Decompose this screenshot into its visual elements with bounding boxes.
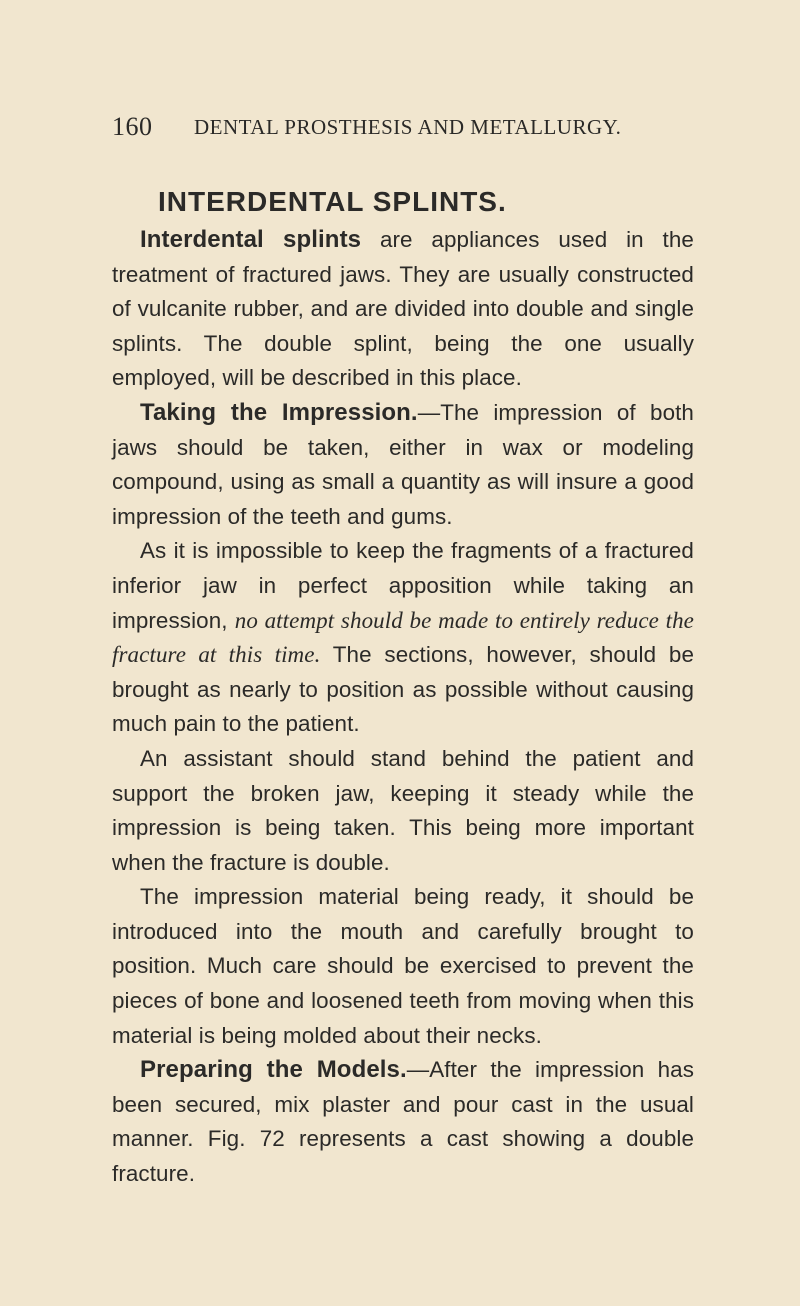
run-in-heading: Preparing the Models. xyxy=(140,1056,407,1084)
paragraph-text: are appliances used in the treatment of fractured jaws. They are usually constructed of vulcanite rubber, and are divided into double and single splints. The double splint, being the one usually employed, will be described in this place. xyxy=(112,227,694,391)
italic-emphasis: no attempt should be made to entirely reduce the fracture at this time. xyxy=(112,607,694,668)
paragraph-impression-material xyxy=(112,880,694,1053)
paragraph-text: An assistant should stand behind the patient and support the broken jaw, keeping it steady while the impression is being taken. This being more important when the fracture is double. xyxy=(112,745,694,875)
running-head xyxy=(112,112,752,144)
body-text xyxy=(112,223,694,1192)
section-heading: INTERDENTAL SPLINTS. xyxy=(158,186,507,217)
paragraph-text: The impression material being ready, it should be introduced into the mouth and carefully brought to position. Much care should be exercised to prevent the pieces of bone and loosened teeth from moving when this material is being molded about their necks. xyxy=(112,884,694,1048)
paragraph-preparing-models xyxy=(112,1053,694,1191)
paragraph-fragments xyxy=(112,534,694,742)
running-title: DENTAL PROSTHESIS AND METALLURGY. xyxy=(194,115,622,139)
paragraph-intro xyxy=(112,223,694,396)
page-number: 160 xyxy=(112,112,153,141)
paragraph-assistant xyxy=(112,742,694,880)
run-in-term: Interdental splints xyxy=(140,226,362,253)
run-in-heading: Taking the Impression. xyxy=(140,398,418,426)
paragraph-text: —The impression of both jaws should be taken, either in wax or modeling compound, using as small a quantity as will insure a good impression of the teeth and gums. xyxy=(112,399,694,529)
paragraph-text: As it is impossible to keep the fragments of a fractured inferior jaw in perfect apposition while taking an impression, xyxy=(112,538,694,633)
paragraph-text: —After the impression has been secured, mix plaster and pour cast in the usual manner. Fig. 72 represents a cast showing a double fracture. xyxy=(112,1057,695,1187)
paragraph-text: The sections, however, should be brought as nearly to position as possible without causing much pain to the patient. xyxy=(112,642,694,737)
paragraph-taking-impression xyxy=(112,396,694,534)
